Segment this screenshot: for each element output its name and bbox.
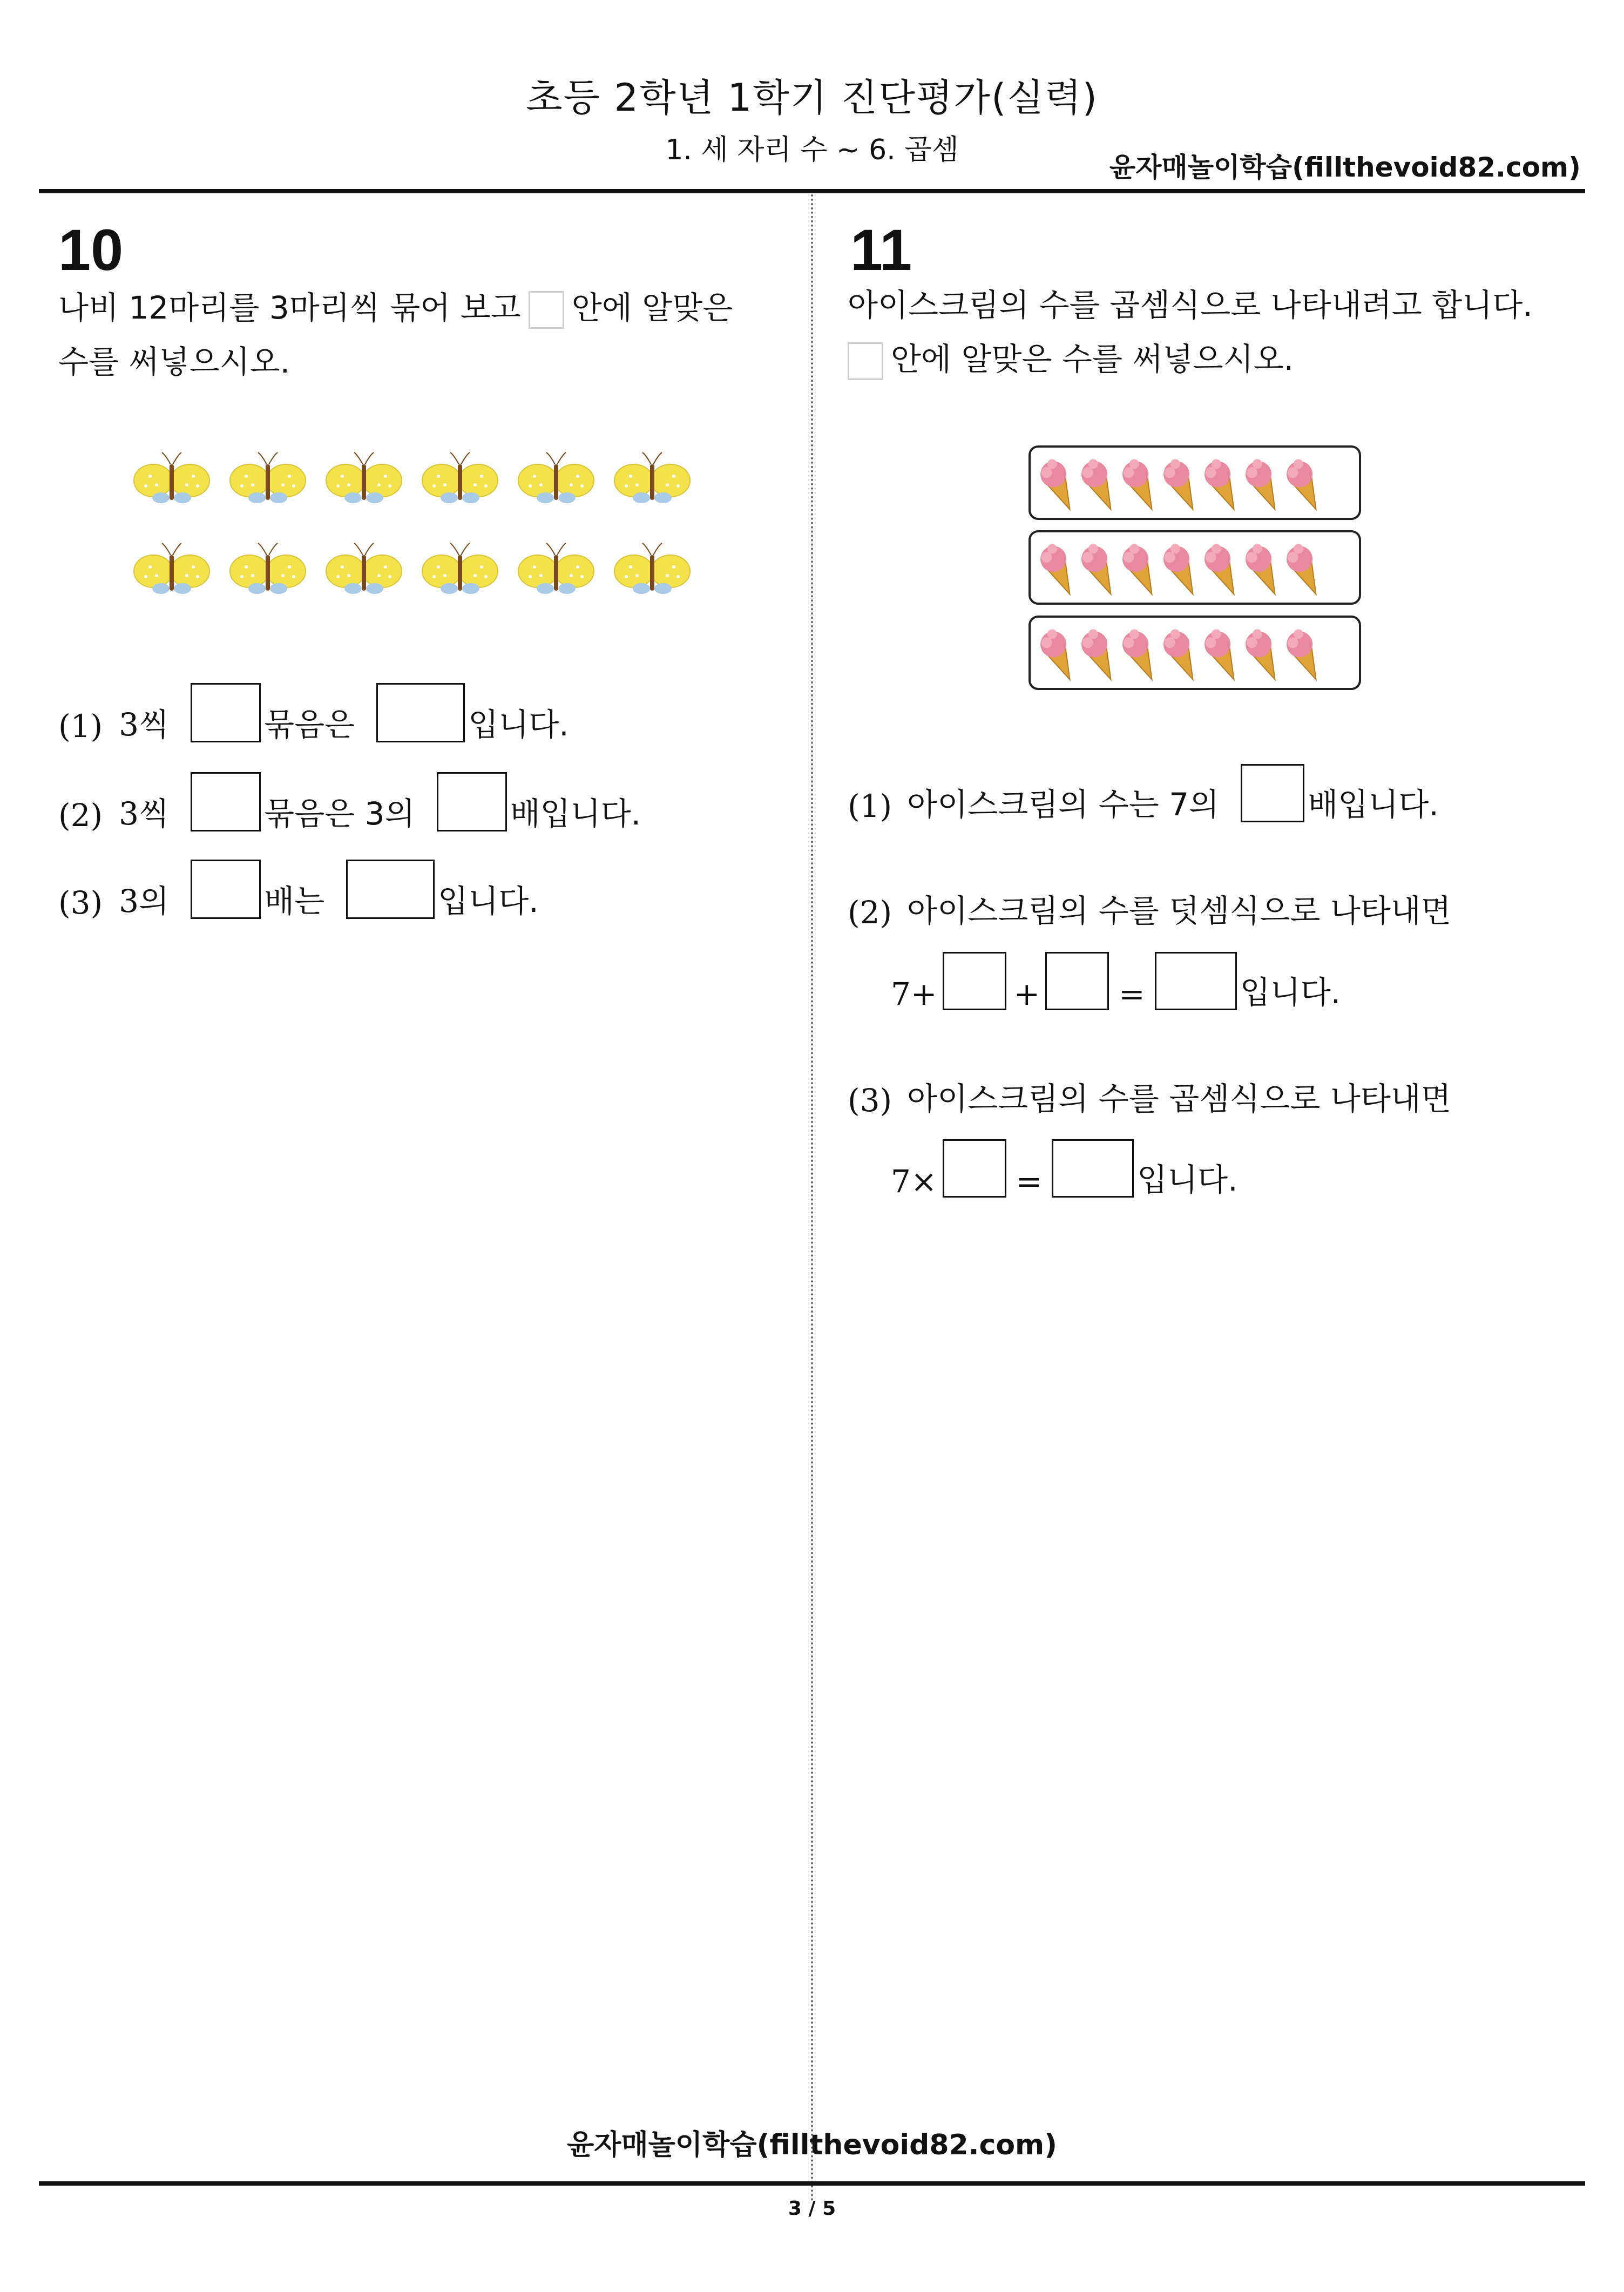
ice-cream-icon [1036, 540, 1081, 599]
ice-cream-icon [1077, 540, 1122, 599]
answer-box[interactable] [943, 952, 1006, 1010]
q10-item-1-a: 3씩 [119, 706, 170, 743]
butterfly-icon [230, 452, 306, 503]
ice-cream-icon [1159, 540, 1205, 599]
q11-instruction-a: 아이스크림의 수를 곱셈식으로 나타내려고 합니다. [848, 287, 1533, 323]
ice-cream-icon [1282, 626, 1328, 685]
ice-cream-icon [1200, 456, 1246, 515]
answer-box[interactable] [1045, 952, 1109, 1010]
brand-header: 윤자매놀이학습(fillthevoid82.com) [1109, 152, 1581, 183]
butterfly-icon [134, 543, 209, 594]
question-number-10: 10 [58, 217, 124, 282]
q11-item-3-eq: = [1016, 1163, 1043, 1200]
q10-instruction-b: 안에 알맞은 [571, 289, 733, 326]
blank-box-sample [848, 342, 883, 380]
q11-item-2-equation [891, 952, 1341, 1010]
q10-item-3-b: 배는 [264, 883, 325, 919]
q11-item-3-equation [891, 1139, 1238, 1198]
q11-item-2-label: (2) [848, 894, 892, 931]
page-number: 3 / 5 [788, 2198, 836, 2220]
answer-box[interactable] [191, 683, 261, 742]
page-title: 초등 2학년 1학기 진단평가(실력) [526, 76, 1098, 120]
q10-item-2-a: 3씩 [119, 795, 170, 832]
answer-box[interactable] [191, 860, 261, 919]
ice-cream-icon [1159, 626, 1205, 685]
ice-cream-icon [1200, 626, 1246, 685]
q11-item-2-suffix: 입니다. [1240, 974, 1341, 1011]
q11-item-2-eq: = [1119, 976, 1145, 1012]
ice-cream-icon [1118, 626, 1163, 685]
answer-box[interactable] [943, 1139, 1006, 1198]
ice-cream-icon [1077, 456, 1122, 515]
ice-cream-icon [1282, 540, 1328, 599]
butterfly-icon [518, 452, 594, 503]
q10-item-1-b: 묶음은 [264, 706, 355, 743]
ice-cream-icon [1282, 456, 1328, 515]
answer-box[interactable] [191, 772, 261, 831]
q10-item-2-c: 배입니다. [510, 795, 641, 832]
q11-item-2-plus: + [1013, 976, 1040, 1012]
ice-cream-icon [1077, 626, 1122, 685]
answer-box[interactable] [1241, 764, 1304, 822]
q10-item-2 [58, 772, 641, 834]
q11-item-2-text: 아이스크림의 수를 덧셈식으로 나타내면 [907, 893, 1451, 929]
q10-item-3 [58, 860, 539, 919]
ice-cream-icon [1241, 626, 1287, 685]
ice-cream-group [1028, 530, 1361, 605]
butterfly-icon [230, 543, 306, 594]
q10-item-2-label: (2) [58, 797, 103, 834]
butterfly-icon [614, 543, 690, 594]
answer-box[interactable] [346, 860, 435, 919]
q11-item-1-label: (1) [848, 788, 892, 824]
ice-cream-icon [1118, 540, 1163, 599]
ice-cream-row [1031, 532, 1355, 599]
q11-item-3-suffix: 입니다. [1137, 1161, 1238, 1198]
butterfly-icon [326, 543, 402, 594]
q10-instruction-a: 나비 12마리를 3마리씩 묶어 보고 [58, 289, 521, 326]
ice-cream-row [1031, 618, 1355, 685]
q10-item-1-c: 입니다. [468, 706, 569, 743]
ice-cream-icon [1241, 456, 1287, 515]
brand-footer: 윤자매놀이학습(fillthevoid82.com) [566, 2129, 1057, 2161]
butterfly-icon [422, 452, 498, 503]
q11-item-3-label: (3) [848, 1082, 892, 1119]
q10-item-1-label: (1) [58, 708, 103, 745]
ice-cream-row [1031, 448, 1355, 515]
q11-item-1 [848, 764, 1439, 822]
ice-cream-group [1028, 616, 1361, 690]
answer-box[interactable] [437, 772, 507, 831]
ice-cream-group [1028, 445, 1361, 520]
page-subtitle: 1. 세 자리 수 ~ 6. 곱셈 [665, 134, 959, 166]
q11-item-3-prompt [848, 1073, 1451, 1117]
butterfly-icon [518, 543, 594, 594]
answer-box[interactable] [376, 683, 465, 742]
header-rule [39, 189, 1585, 193]
question-number-11: 11 [850, 217, 912, 282]
q10-item-3-c: 입니다. [438, 883, 539, 919]
q11-item-3-lead: 7× [891, 1163, 937, 1200]
ice-cream-icon [1118, 456, 1163, 515]
butterfly-icon [134, 452, 209, 503]
answer-box[interactable] [1155, 952, 1237, 1010]
ice-cream-icon [1036, 626, 1081, 685]
q11-item-2-prompt [848, 885, 1451, 929]
footer-rule [39, 2181, 1585, 2186]
column-divider [811, 194, 813, 2203]
q11-item-1-text: 아이스크림의 수는 7의 [907, 786, 1220, 823]
q10-item-3-label: (3) [58, 884, 103, 921]
blank-box-sample [529, 291, 564, 329]
q11-item-3-text: 아이스크림의 수를 곱셈식으로 나타내면 [907, 1080, 1451, 1117]
q10-item-1 [58, 683, 569, 745]
q11-instruction [848, 278, 1593, 386]
butterfly-icon [326, 452, 402, 503]
ice-cream-icon [1159, 456, 1205, 515]
ice-cream-icon [1241, 540, 1287, 599]
butterfly-grid [130, 437, 696, 610]
butterfly-icon [422, 543, 498, 594]
ice-cream-icon [1036, 456, 1081, 515]
q10-item-2-b: 묶음은 3의 [264, 795, 415, 832]
q11-item-2-lead: 7+ [891, 976, 937, 1012]
q10-instruction-c: 수를 써넣으시오. [58, 343, 290, 380]
answer-box[interactable] [1052, 1139, 1134, 1198]
butterfly-icon [614, 452, 690, 503]
q11-instruction-b: 안에 알맞은 수를 써넣으시오. [891, 341, 1294, 377]
ice-cream-icon [1200, 540, 1246, 599]
q10-item-3-a: 3의 [119, 883, 170, 919]
q11-item-1-suffix: 배입니다. [1308, 786, 1439, 823]
q10-instruction [58, 281, 760, 389]
